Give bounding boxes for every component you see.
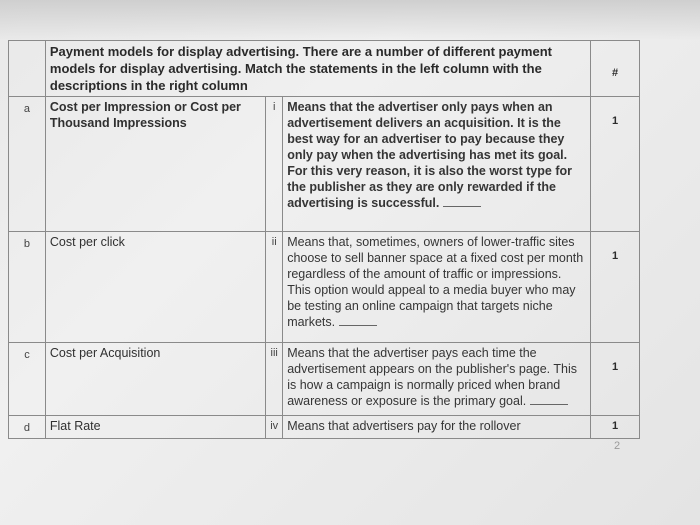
page-number: 2 bbox=[614, 440, 621, 452]
description-cell bbox=[283, 97, 591, 232]
description-text: Means that, sometimes, owners of lower-traffic sites choose to sell banner space at a fixed cost per month regardless of the amount of traffic or impressions. This option would appeal to a media buyer who may be testing an online campaign that targets niche markets. bbox=[287, 235, 584, 329]
mark-column-label: # bbox=[612, 67, 619, 79]
answer-blank bbox=[530, 394, 568, 405]
mark-cell bbox=[591, 97, 640, 232]
table-row bbox=[9, 232, 640, 343]
description-text: Means that advertisers pay for the rollover bbox=[287, 419, 521, 433]
row-roman: iii bbox=[266, 343, 283, 416]
row-letter: a bbox=[9, 97, 46, 232]
answer-blank bbox=[339, 315, 377, 326]
description-text: Means that the advertiser pays each time the advertisement appears on the publisher's page. This is how a campaign is normally priced when brand awareness or exposure is the primary goal. bbox=[287, 346, 578, 408]
table-row bbox=[9, 97, 640, 232]
term-text: Cost per Impression or Cost per Thousand Impressions bbox=[49, 100, 241, 130]
answer-blank bbox=[443, 196, 481, 207]
instruction-text: Payment models for display advertising. There are a number of different payment models for display advertising. Match the statements in the left column with the descriptions in the right column bbox=[49, 44, 552, 93]
row-roman: iv bbox=[266, 416, 283, 439]
mark-value: 1 bbox=[612, 115, 619, 127]
row-roman: i bbox=[266, 97, 283, 232]
term-text: Cost per Acquisition bbox=[49, 346, 161, 360]
description-cell bbox=[283, 416, 591, 439]
row-letter: c bbox=[9, 343, 46, 416]
mark-value: 1 bbox=[612, 250, 619, 262]
mark-cell bbox=[591, 416, 640, 439]
header-letter-cell bbox=[9, 41, 46, 97]
term-text: Cost per click bbox=[49, 235, 125, 249]
term-cell bbox=[45, 232, 265, 343]
term-cell bbox=[45, 97, 265, 232]
table-row bbox=[9, 416, 640, 439]
page-shadow bbox=[0, 0, 700, 40]
matching-table bbox=[8, 40, 640, 439]
header-instruction-cell bbox=[45, 41, 590, 97]
header-mark-cell bbox=[591, 41, 640, 97]
mark-value: 1 bbox=[612, 361, 619, 373]
term-text: Flat Rate bbox=[49, 419, 101, 433]
term-cell bbox=[45, 416, 265, 439]
row-letter: b bbox=[9, 232, 46, 343]
term-cell bbox=[45, 343, 265, 416]
description-cell bbox=[283, 232, 591, 343]
description-cell bbox=[283, 343, 591, 416]
row-letter: d bbox=[9, 416, 46, 439]
description-text: Means that the advertiser only pays when an advertisement delivers an acquisition. It is the best way for an advertiser to pay because they only pay when the advertising has met its goal. For this very reason, it is also the worst type for the publisher as they are only rewarded if the advertising is successful. bbox=[287, 100, 572, 210]
mark-value: 1 bbox=[612, 420, 619, 432]
table-row bbox=[9, 343, 640, 416]
mark-cell bbox=[591, 232, 640, 343]
mark-cell bbox=[591, 343, 640, 416]
table-header-row bbox=[9, 41, 640, 97]
row-roman: ii bbox=[266, 232, 283, 343]
